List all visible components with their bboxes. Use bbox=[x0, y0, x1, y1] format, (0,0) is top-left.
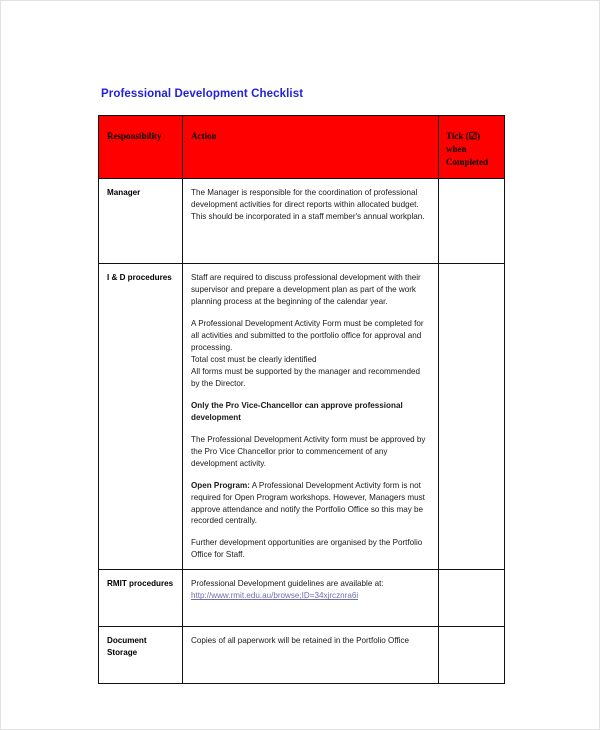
table-row bbox=[99, 179, 505, 264]
column-header-action-label: Action bbox=[191, 131, 217, 141]
table-row bbox=[99, 264, 505, 570]
column-header-responsibility-label: Responsibility bbox=[107, 131, 162, 141]
cell-tick-checkbox[interactable] bbox=[439, 179, 505, 264]
tick-label-suffix: ) bbox=[477, 131, 481, 141]
column-header-action bbox=[183, 116, 439, 179]
table-header bbox=[99, 116, 505, 179]
tick-label-prefix: Tick ( bbox=[446, 131, 469, 141]
action-paragraph: Copies of all paperwork will be retained in the Portfolio Office bbox=[191, 636, 410, 646]
action-paragraph: A Professional Development Activity Form must be completed for all activities and submitted to the portfolio office for approval and processing. bbox=[191, 318, 424, 352]
table-row bbox=[99, 570, 505, 627]
rmit-guidelines-link[interactable]: http://www.rmit.edu.au/browse;ID=34xjrcznra6i bbox=[191, 591, 359, 601]
cell-responsibility: I & D procedures bbox=[99, 264, 183, 570]
cell-action bbox=[183, 179, 439, 264]
action-paragraph: All forms must be supported by the manager and recommended by the Director. bbox=[191, 366, 420, 388]
column-header-tick-line1 bbox=[446, 130, 498, 143]
checkbox-ticked-icon: ☑ bbox=[468, 132, 478, 142]
action-paragraph: This should be incorporated in a staff member's annual workplan. bbox=[191, 211, 425, 221]
action-paragraph: Further development opportunities are organised by the Portfolio Office for Staff. bbox=[191, 538, 423, 560]
cell-action bbox=[183, 570, 439, 627]
open-program-lead: Open Program: bbox=[191, 480, 250, 490]
column-header-tick bbox=[439, 116, 505, 179]
cell-action bbox=[183, 264, 439, 570]
checklist-table bbox=[98, 115, 505, 684]
cell-tick-checkbox[interactable] bbox=[439, 264, 505, 570]
column-header-tick-line3: Completed bbox=[446, 157, 488, 168]
cell-responsibility: Manager bbox=[99, 179, 183, 264]
table-header-row bbox=[99, 116, 505, 179]
action-paragraph-open-program bbox=[191, 480, 428, 528]
cell-action bbox=[183, 627, 439, 684]
action-paragraph: Total cost must be clearly identified bbox=[191, 354, 317, 364]
cell-responsibility: Document Storage bbox=[99, 627, 183, 684]
column-header-tick-label bbox=[439, 116, 504, 169]
action-paragraph: The Manager is responsible for the coordination of professional development activities for direct reports within allocated budget. bbox=[191, 188, 419, 209]
action-paragraph: Professional Development guidelines are available at: bbox=[191, 579, 384, 589]
action-paragraph-emphasis: Only the Pro Vice-Chancellor can approve professional development bbox=[191, 400, 403, 422]
cell-tick-checkbox[interactable] bbox=[439, 570, 505, 627]
page-title: Professional Development Checklist bbox=[101, 88, 304, 100]
cell-responsibility: RMIT procedures bbox=[99, 570, 183, 627]
cell-tick-checkbox[interactable] bbox=[439, 627, 505, 684]
column-header-responsibility bbox=[99, 116, 183, 179]
table-row bbox=[99, 627, 505, 684]
action-paragraph: Staff are required to discuss professional development with their supervisor and prepare a development plan as part of the work planning process at the beginning of the calendar year. bbox=[191, 273, 421, 306]
action-paragraph: The Professional Development Activity form must be approved by the Pro Vice Chancellor prior to commencement of any development activity. bbox=[191, 434, 426, 468]
open-program-body: A Professional Development Activity form is not required for Open Program workshops. However, Managers must approve attendance and notify the Portfolio Office so this may be recorded centrally. bbox=[191, 480, 425, 526]
table-body bbox=[99, 179, 505, 684]
column-header-tick-line2: when bbox=[446, 144, 467, 155]
